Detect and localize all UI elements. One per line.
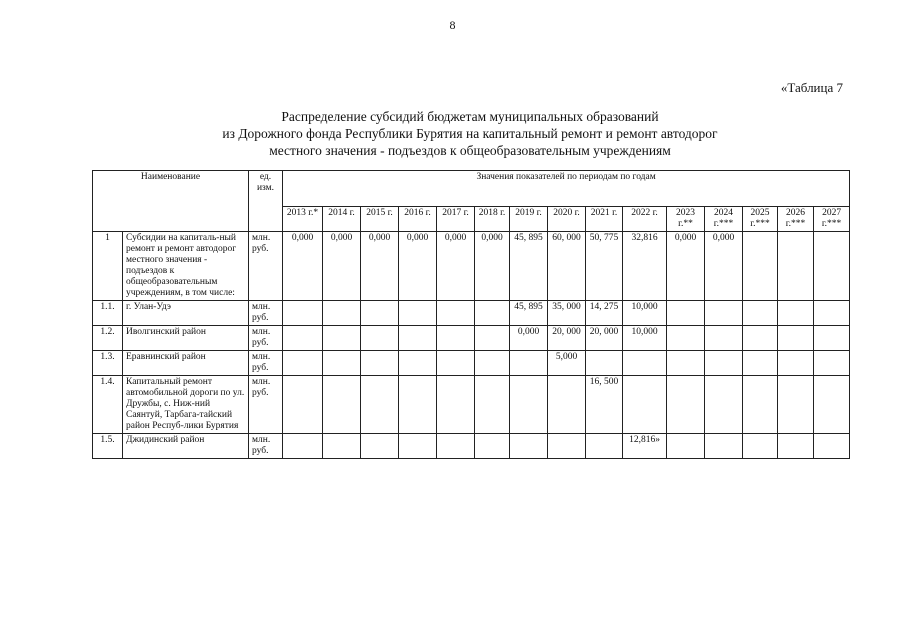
row-number: 1: [93, 232, 123, 301]
row-value: 60, 000: [548, 232, 586, 301]
row-unit: млн. руб.: [249, 434, 283, 459]
row-number: 1.3.: [93, 351, 123, 376]
title-line: местного значения - подъездов к общеобразовательным учреждениям: [269, 143, 671, 158]
header-year: 2014 г.: [323, 207, 361, 232]
row-number: 1.1.: [93, 301, 123, 326]
row-name: Субсидии на капиталь-ный ремонт и ремонт автодорог местного значения - подъездов к общеобразовательным учреждениям, в том числе:: [123, 232, 249, 301]
row-value: [548, 376, 586, 434]
row-value: [283, 326, 323, 351]
row-value: [586, 434, 623, 459]
row-value: [667, 351, 705, 376]
table-label: «Таблица 7: [780, 80, 843, 95]
row-value: [510, 376, 548, 434]
row-value: [437, 301, 475, 326]
row-value: [437, 351, 475, 376]
table-row: [93, 301, 850, 326]
row-value: 35, 000: [548, 301, 586, 326]
row-name: г. Улан-Удэ: [123, 301, 249, 326]
row-value: [743, 351, 778, 376]
row-value: [323, 434, 361, 459]
row-value: [623, 376, 667, 434]
row-value: [778, 301, 814, 326]
row-value: [399, 376, 437, 434]
header-name: Наименование: [93, 171, 249, 232]
row-value: [437, 376, 475, 434]
row-value: 0,000: [283, 232, 323, 301]
row-value: [623, 351, 667, 376]
row-value: [778, 232, 814, 301]
row-value: [705, 351, 743, 376]
row-value: 45, 895: [510, 232, 548, 301]
row-value: [705, 434, 743, 459]
page-number: 8: [449, 18, 456, 32]
row-value: [814, 232, 850, 301]
header-year: 2023 г.**: [667, 207, 705, 232]
table-row: [93, 326, 850, 351]
table-row: [93, 434, 850, 459]
row-value: 32,816: [623, 232, 667, 301]
row-value: [437, 434, 475, 459]
row-value: [399, 351, 437, 376]
row-value: [548, 434, 586, 459]
row-value: 0,000: [437, 232, 475, 301]
header-year: 2020 г.: [548, 207, 586, 232]
header-year: 2027 г.***: [814, 207, 850, 232]
row-value: [778, 351, 814, 376]
row-value: [778, 326, 814, 351]
row-value: 0,000: [323, 232, 361, 301]
row-value: 20, 000: [548, 326, 586, 351]
header-year: 2018 г.: [475, 207, 510, 232]
row-value: [361, 434, 399, 459]
row-name: Капитальный ремонт автомобильной дороги по ул. Дружбы, с. Ниж-ний Саянтуй, Тарбага-тайский район Респуб-лики Бурятия: [123, 376, 249, 434]
row-value: [475, 351, 510, 376]
row-value: [361, 351, 399, 376]
row-value: [361, 326, 399, 351]
header-year: 2021 г.: [586, 207, 623, 232]
row-value: [323, 351, 361, 376]
row-value: [586, 351, 623, 376]
header-year: 2017 г.: [437, 207, 475, 232]
row-value: [814, 434, 850, 459]
title-line: из Дорожного фонда Республики Бурятия на капитальный ремонт и ремонт автодорог: [222, 126, 718, 141]
row-unit: млн. руб.: [249, 376, 283, 434]
table-row: [93, 376, 850, 434]
row-value: [667, 301, 705, 326]
row-unit: млн. руб.: [249, 326, 283, 351]
row-value: 12,816»: [623, 434, 667, 459]
row-value: [323, 301, 361, 326]
title-line: Распределение субсидий бюджетам муниципальных образований: [281, 109, 659, 124]
row-value: [283, 351, 323, 376]
row-value: [743, 326, 778, 351]
row-value: [475, 326, 510, 351]
row-name: Джидинский район: [123, 434, 249, 459]
header-year: 2026 г.***: [778, 207, 814, 232]
row-unit: млн. руб.: [249, 351, 283, 376]
header-year: 2019 г.: [510, 207, 548, 232]
row-value: [475, 434, 510, 459]
row-value: [705, 301, 743, 326]
row-value: [437, 326, 475, 351]
table-row: [93, 351, 850, 376]
row-value: [399, 301, 437, 326]
row-value: [323, 326, 361, 351]
row-value: [510, 434, 548, 459]
row-value: 50, 775: [586, 232, 623, 301]
header-year: 2016 г.: [399, 207, 437, 232]
row-value: [475, 376, 510, 434]
row-value: 14, 275: [586, 301, 623, 326]
header-year: 2022 г.: [623, 207, 667, 232]
row-number: 1.2.: [93, 326, 123, 351]
table-row: [93, 232, 850, 301]
row-value: [778, 434, 814, 459]
header-unit: ед. изм.: [249, 171, 283, 232]
row-value: [778, 376, 814, 434]
header-values: Значения показателей по периодам по годам: [283, 171, 850, 207]
row-value: [361, 301, 399, 326]
row-value: [667, 326, 705, 351]
row-value: [743, 434, 778, 459]
row-value: 45, 895: [510, 301, 548, 326]
row-value: 0,000: [510, 326, 548, 351]
row-value: 16, 500: [586, 376, 623, 434]
row-value: [667, 376, 705, 434]
row-value: 10,000: [623, 326, 667, 351]
row-value: [283, 376, 323, 434]
row-value: [475, 301, 510, 326]
row-value: [705, 326, 743, 351]
header-year: 2024 г.***: [705, 207, 743, 232]
row-value: [814, 326, 850, 351]
row-value: 0,000: [361, 232, 399, 301]
row-number: 1.4.: [93, 376, 123, 434]
row-value: [814, 351, 850, 376]
row-value: [361, 376, 399, 434]
row-value: 20, 000: [586, 326, 623, 351]
row-unit: млн. руб.: [249, 301, 283, 326]
header-year: 2013 г.*: [283, 207, 323, 232]
row-value: [743, 232, 778, 301]
row-value: [705, 376, 743, 434]
row-value: [743, 376, 778, 434]
row-value: [283, 301, 323, 326]
document-title: [120, 108, 820, 159]
row-unit: млн. руб.: [249, 232, 283, 301]
row-value: [399, 434, 437, 459]
row-value: 5,000: [548, 351, 586, 376]
row-value: 0,000: [705, 232, 743, 301]
header-year: 2015 г.: [361, 207, 399, 232]
row-name: Иволгинский район: [123, 326, 249, 351]
row-number: 1.5.: [93, 434, 123, 459]
row-value: [399, 326, 437, 351]
row-value: [283, 434, 323, 459]
row-value: [323, 376, 361, 434]
row-value: 0,000: [667, 232, 705, 301]
row-value: [510, 351, 548, 376]
row-value: 10,000: [623, 301, 667, 326]
header-year: 2025 г.***: [743, 207, 778, 232]
row-value: 0,000: [475, 232, 510, 301]
row-value: [667, 434, 705, 459]
row-value: [814, 301, 850, 326]
row-name: Еравнинский район: [123, 351, 249, 376]
row-value: [814, 376, 850, 434]
row-value: [743, 301, 778, 326]
row-value: 0,000: [399, 232, 437, 301]
subsidy-table: [92, 170, 850, 459]
